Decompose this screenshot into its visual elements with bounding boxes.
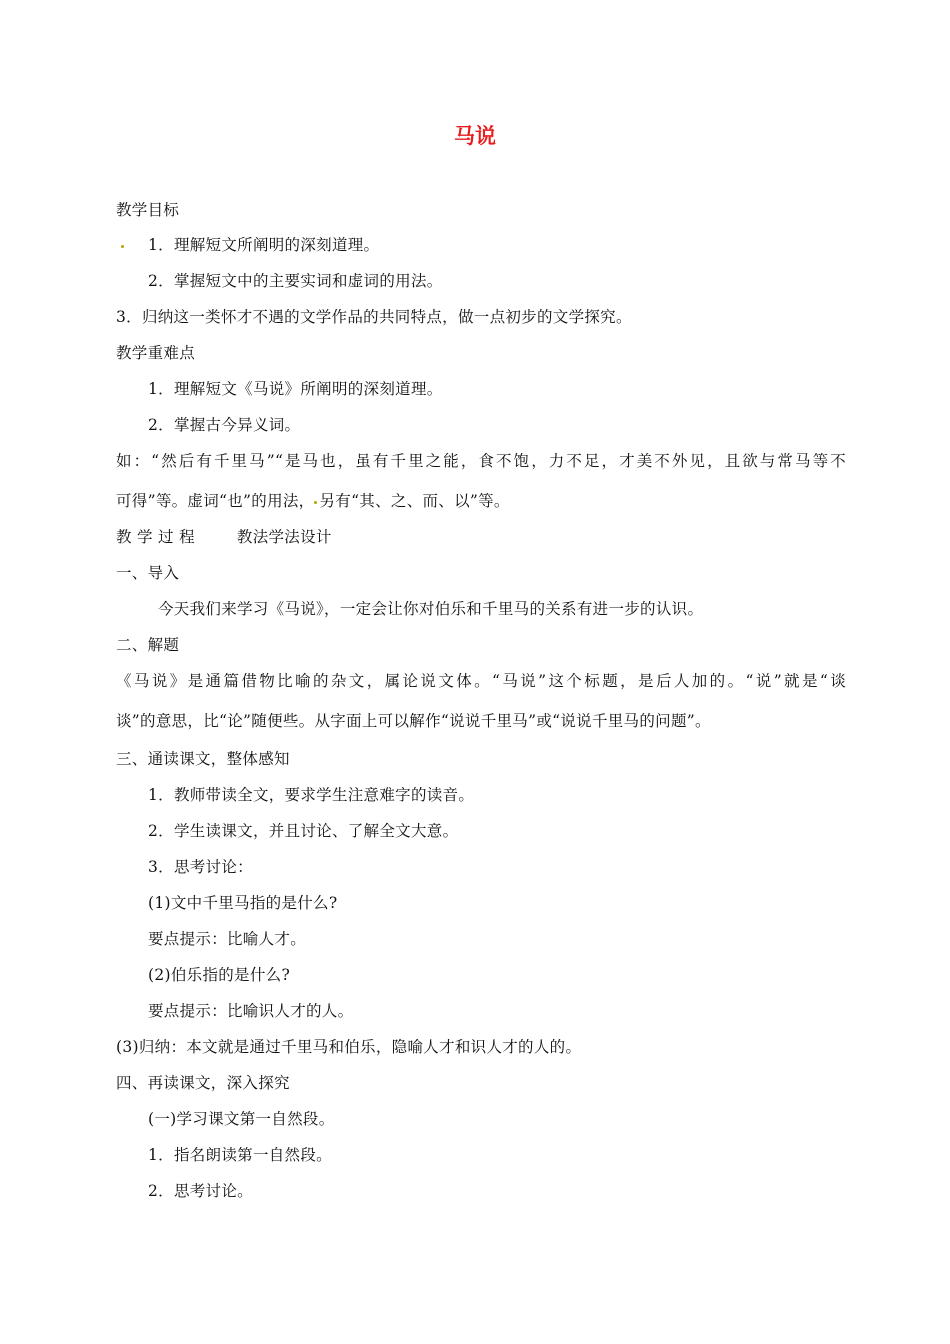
goal-item-2: 2．掌握短文中的主要实词和虚词的用法。 — [148, 272, 443, 290]
deep-reading-item-1: 1．指名朗读第一自然段。 — [148, 1146, 332, 1164]
process-header-label: 教 学 过 程 — [116, 528, 195, 546]
document-title: 马说 — [454, 124, 496, 148]
example-text-part-2: 另有“其、之、而、以”等。 — [319, 492, 510, 510]
section-heading-introduction: 一、导入 — [116, 564, 180, 582]
bullet-dot — [121, 245, 124, 248]
discussion-question-1: (1)文中千里马指的是什么? — [148, 894, 338, 912]
section-heading-deep-reading: 四、再读课文，深入探究 — [116, 1074, 290, 1092]
title-explanation-line-2: 谈”的意思，比“论”随便些。从字面上可以解作“说说千里马”或“说说千里马的问题”。 — [116, 712, 711, 730]
example-paragraph-line-2 — [116, 490, 846, 512]
example-paragraph-line-1: 如：“然后有千里马”“是马也，虽有千里之能，食不饱，力不足，才美不外见，且欲与常马等不 — [116, 452, 846, 470]
discussion-hint-1: 要点提示：比喻人才。 — [148, 930, 307, 948]
discussion-question-2: (2)伯乐指的是什么? — [148, 966, 291, 984]
discussion-hint-2: 要点提示：比喻识人才的人。 — [148, 1002, 354, 1020]
difficulty-item-2: 2．掌握古今异义词。 — [148, 416, 301, 434]
read-item-3: 3．思考讨论： — [148, 858, 253, 876]
read-item-1: 1．教师带读全文，要求学生注意难字的读音。 — [148, 786, 475, 804]
deep-reading-subheading: (一)学习课文第一自然段。 — [148, 1110, 335, 1128]
section-heading-title-explanation: 二、解题 — [116, 636, 180, 654]
title-explanation-line-1: 《马说》是通篇借物比喻的杂文，属论说文体。“马说”这个标题，是后人加的。“说”就是“谈 — [116, 672, 846, 690]
bullet-dot — [314, 501, 317, 504]
method-design-label: 教法学法设计 — [236, 528, 332, 546]
process-header-row — [116, 526, 846, 548]
goal-item-1: 1．理解短文所阐明的深刻道理。 — [148, 236, 380, 254]
heading-key-difficulties: 教学重难点 — [116, 344, 196, 362]
deep-reading-item-2: 2．思考讨论。 — [148, 1182, 253, 1200]
read-item-2: 2．学生读课文，并且讨论、了解全文大意。 — [148, 822, 459, 840]
discussion-summary: (3)归纳：本文就是通过千里马和伯乐，隐喻人才和识人才的人的。 — [116, 1038, 582, 1056]
goal-item-3: 3．归纳这一类怀才不遇的文学作品的共同特点，做一点初步的文学探究。 — [116, 308, 632, 326]
introduction-text: 今天我们来学习《马说》，一定会让你对伯乐和千里马的关系有进一步的认识。 — [158, 600, 704, 618]
section-heading-read-through: 三、通读课文，整体感知 — [116, 750, 290, 768]
difficulty-item-1: 1．理解短文《马说》所阐明的深刻道理。 — [148, 380, 443, 398]
example-text-part-1: 可得”等。虚词“也”的用法， — [116, 492, 315, 510]
heading-teaching-goals: 教学目标 — [116, 201, 180, 219]
